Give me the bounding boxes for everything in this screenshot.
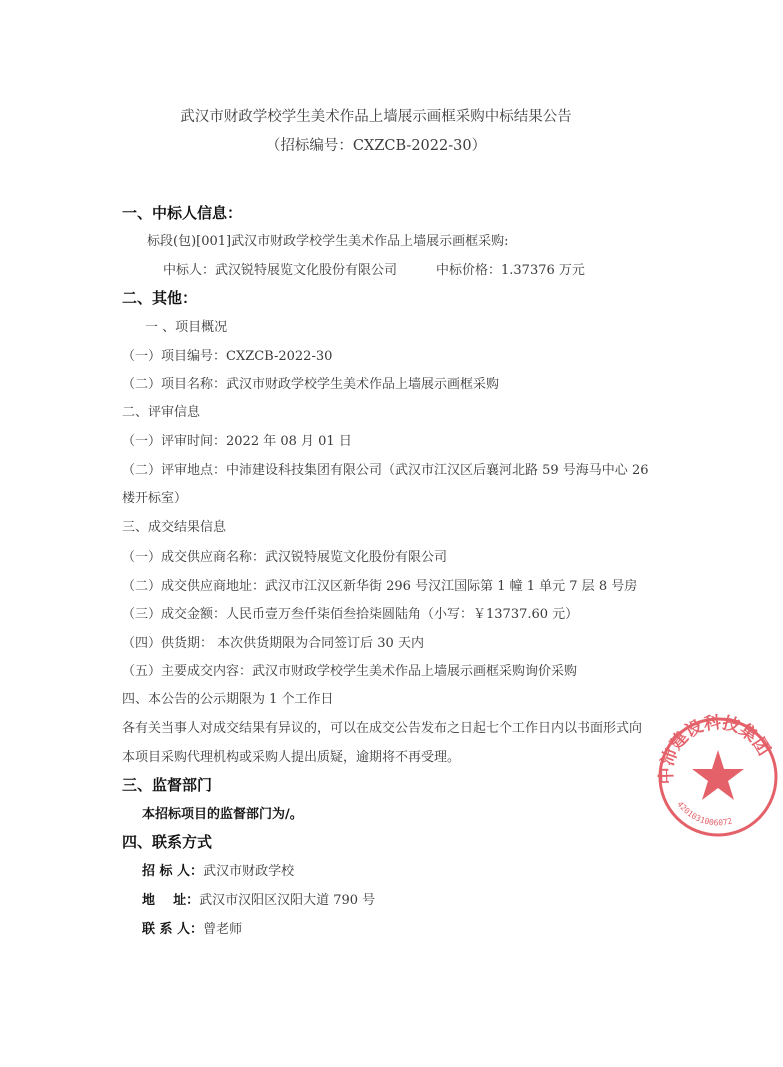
supplier-address-line: （二）成交供应商地址：武汉市江汉区新华街 296 号汉江国际第 1 幢 1 单元 7 层 8 号房 bbox=[122, 579, 638, 594]
amount-line: （三）成交金额：人民币壹万叁仟柒佰叁拾柒圆陆角（小写：￥13737.60 元） bbox=[122, 607, 579, 622]
project-number-line: （一）项目编号：CXZCB-2022-30 bbox=[122, 349, 333, 364]
review-info-heading: 二、评审信息 bbox=[122, 405, 201, 420]
contact-row bbox=[142, 922, 242, 938]
section-3-heading: 三、监督部门 bbox=[122, 776, 213, 794]
contact-value: 曾老师 bbox=[203, 922, 243, 937]
supervision-line: 本招标项目的监督部门为/。 bbox=[142, 807, 303, 822]
document-subtitle: （招标编号：CXZCB-2022-30） bbox=[265, 138, 487, 154]
lot-line: 标段(包)[001]武汉市财政学校学生美术作品上墙展示画框采购: bbox=[147, 234, 509, 249]
section-1-heading: 一、中标人信息： bbox=[122, 204, 243, 222]
objection-line-1: 各有关当事人对成交结果有异议的，可以在成交公告发布之日起七个工作日内以书面形式向 bbox=[122, 721, 643, 736]
review-time-line: （一）评审时间：2022 年 08 月 01 日 bbox=[122, 434, 352, 449]
review-place-line-2: 楼开标室） bbox=[122, 491, 188, 506]
contact-label: 地 址： bbox=[142, 893, 200, 908]
overview-heading: 一 、项目概况 bbox=[145, 320, 228, 335]
document-title: 武汉市财政学校学生美术作品上墙展示画框采购中标结果公告 bbox=[180, 109, 572, 125]
result-info-heading: 三、成交结果信息 bbox=[122, 520, 227, 535]
delivery-line: （四）供货期： 本次供货期限为合同签订后 30 天内 bbox=[122, 636, 424, 651]
seal-star-icon bbox=[692, 750, 744, 800]
publicity-period-line: 四、本公告的公示期限为 1 个工作日 bbox=[122, 692, 334, 707]
company-seal bbox=[653, 712, 783, 842]
contact-value: 武汉市财政学校 bbox=[203, 864, 295, 879]
section-2-heading: 二、其他： bbox=[122, 289, 198, 307]
contact-row bbox=[142, 893, 375, 909]
seal-number-path: 4201031006072 bbox=[675, 799, 734, 828]
winner-line: 中标人：武汉锐特展览文化股份有限公司 bbox=[163, 263, 398, 278]
main-content-line: （五）主要成交内容：武汉市财政学校学生美术作品上墙展示画框采购询价采购 bbox=[122, 664, 578, 679]
price-line: 中标价格：1.37376 万元 bbox=[436, 263, 585, 278]
objection-line-2: 本项目采购代理机构或采购人提出质疑，逾期将不再受理。 bbox=[122, 750, 461, 765]
section-4-heading: 四、联系方式 bbox=[122, 833, 213, 851]
review-place-line: （二）评审地点：中沛建设科技集团有限公司（武汉市江汉区后襄河北路 59 号海马中心 26 bbox=[122, 463, 649, 478]
project-name-line: （二）项目名称：武汉市财政学校学生美术作品上墙展示画框采购 bbox=[122, 377, 500, 392]
seal-text-path: 中沛建设科技集团 bbox=[656, 712, 774, 785]
contact-value: 武汉市汉阳区汉阳大道 790 号 bbox=[199, 893, 376, 908]
supplier-name-line: （一）成交供应商名称：武汉锐特展览文化股份有限公司 bbox=[122, 550, 448, 565]
contact-label: 联 系 人： bbox=[142, 922, 204, 937]
contact-label: 招 标 人： bbox=[142, 864, 204, 879]
contact-row bbox=[142, 864, 294, 880]
